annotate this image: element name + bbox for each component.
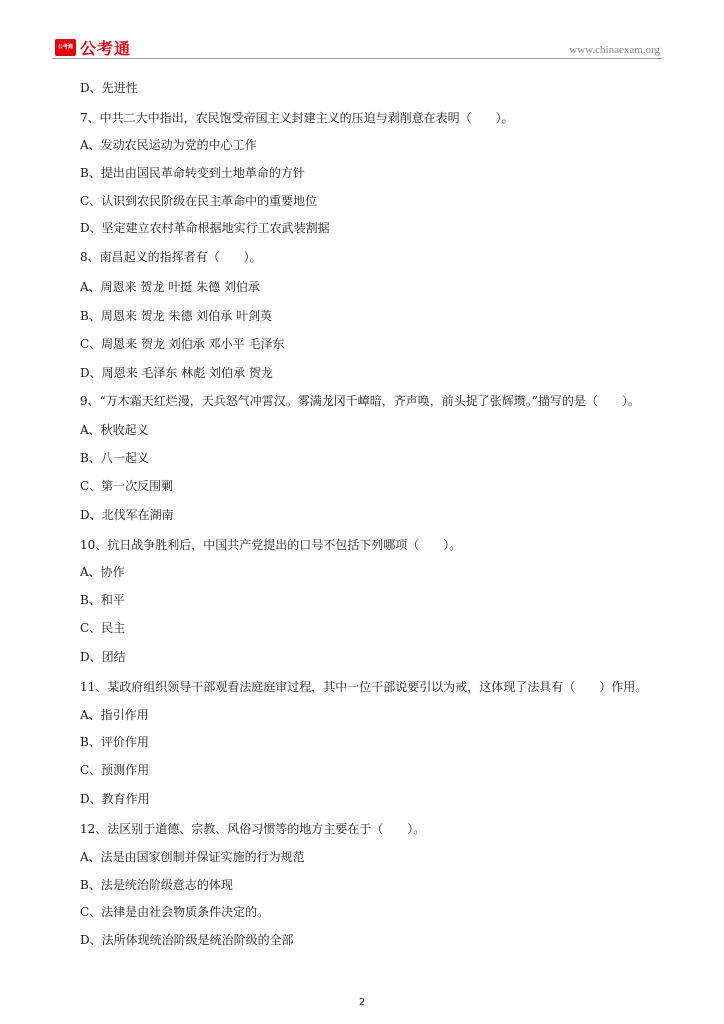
header-divider xyxy=(52,58,662,59)
option-text: D、法所体现统治阶级是统治阶级的全部 xyxy=(80,933,294,947)
option-text: C、法律是由社会物质条件决定的。 xyxy=(80,905,270,919)
brand-logo xyxy=(55,36,131,59)
option-text: B、八一起义 xyxy=(80,451,149,465)
question-text: 7、中共二大中指出，农民饱受帝国主义封建主义的压迫与剥削意在表明（ ）。 xyxy=(80,111,514,125)
option-text: C、预测作用 xyxy=(80,763,150,777)
option-text: D、先进性 xyxy=(80,81,138,95)
option-text: A、周恩来 贺龙 叶挺 朱德 刘伯承 xyxy=(80,280,260,294)
option-text: D、坚定建立农村革命根据地实行工农武装割据 xyxy=(80,221,330,235)
option-text: C、认识到农民阶级在民主革命中的重要地位 xyxy=(80,194,318,208)
logo-badge-icon: 公考通 xyxy=(55,39,76,56)
option-text: B、和平 xyxy=(80,593,125,607)
option-text: B、法是统治阶级意志的体现 xyxy=(80,878,233,892)
option-text: A、协作 xyxy=(80,565,125,579)
question-text: 8、南昌起义的指挥者有（ ）。 xyxy=(80,250,262,264)
page-number: 2 xyxy=(358,997,366,1008)
option-text: A、秋收起义 xyxy=(80,423,149,437)
option-text: C、周恩来 贺龙 刘伯承 邓小平 毛泽东 xyxy=(80,337,285,351)
option-text: D、团结 xyxy=(80,650,126,664)
question-text: 12、法区别于道德、宗教、风俗习惯等的地方主要在于（ ）。 xyxy=(80,822,426,836)
option-text: B、周恩来 贺龙 朱德 刘伯承 叶剑英 xyxy=(80,309,273,323)
logo-text: 公考通 xyxy=(80,39,132,58)
option-text: C、第一次反围剿 xyxy=(80,479,174,493)
option-text: B、评价作用 xyxy=(80,735,149,749)
question-text: 9、“万木霜天红烂漫，天兵怒气冲霄汉。雾满龙冈千嶂暗，齐声唤，前头捉了张辉瓒。”描写的是（ ）。 xyxy=(80,394,640,408)
question-text: 11、某政府组织领导干部观看法庭庭审过程，其中一位干部说要引以为戒，这体现了法具有（ ）作用。 xyxy=(80,680,648,694)
option-text: A、法是由国家创制并保证实施的行为规范 xyxy=(80,850,305,864)
option-text: C、民主 xyxy=(80,621,126,635)
option-text: A、指引作用 xyxy=(80,708,149,722)
option-text: B、提出由国民革命转变到土地革命的方针 xyxy=(80,166,305,180)
option-text: D、北伐军在湖南 xyxy=(80,508,174,522)
option-text: A、发动农民运动为党的中心工作 xyxy=(80,138,257,152)
question-text: 10、抗日战争胜利后，中国共产党提出的口号不包括下列哪项（ ）。 xyxy=(80,538,462,552)
option-text: D、周恩来 毛泽东 林彪 刘伯承 贺龙 xyxy=(80,366,273,380)
page-header xyxy=(52,36,662,58)
option-text: D、教育作用 xyxy=(80,792,150,806)
site-url: www.chinaexam.org xyxy=(569,44,660,56)
